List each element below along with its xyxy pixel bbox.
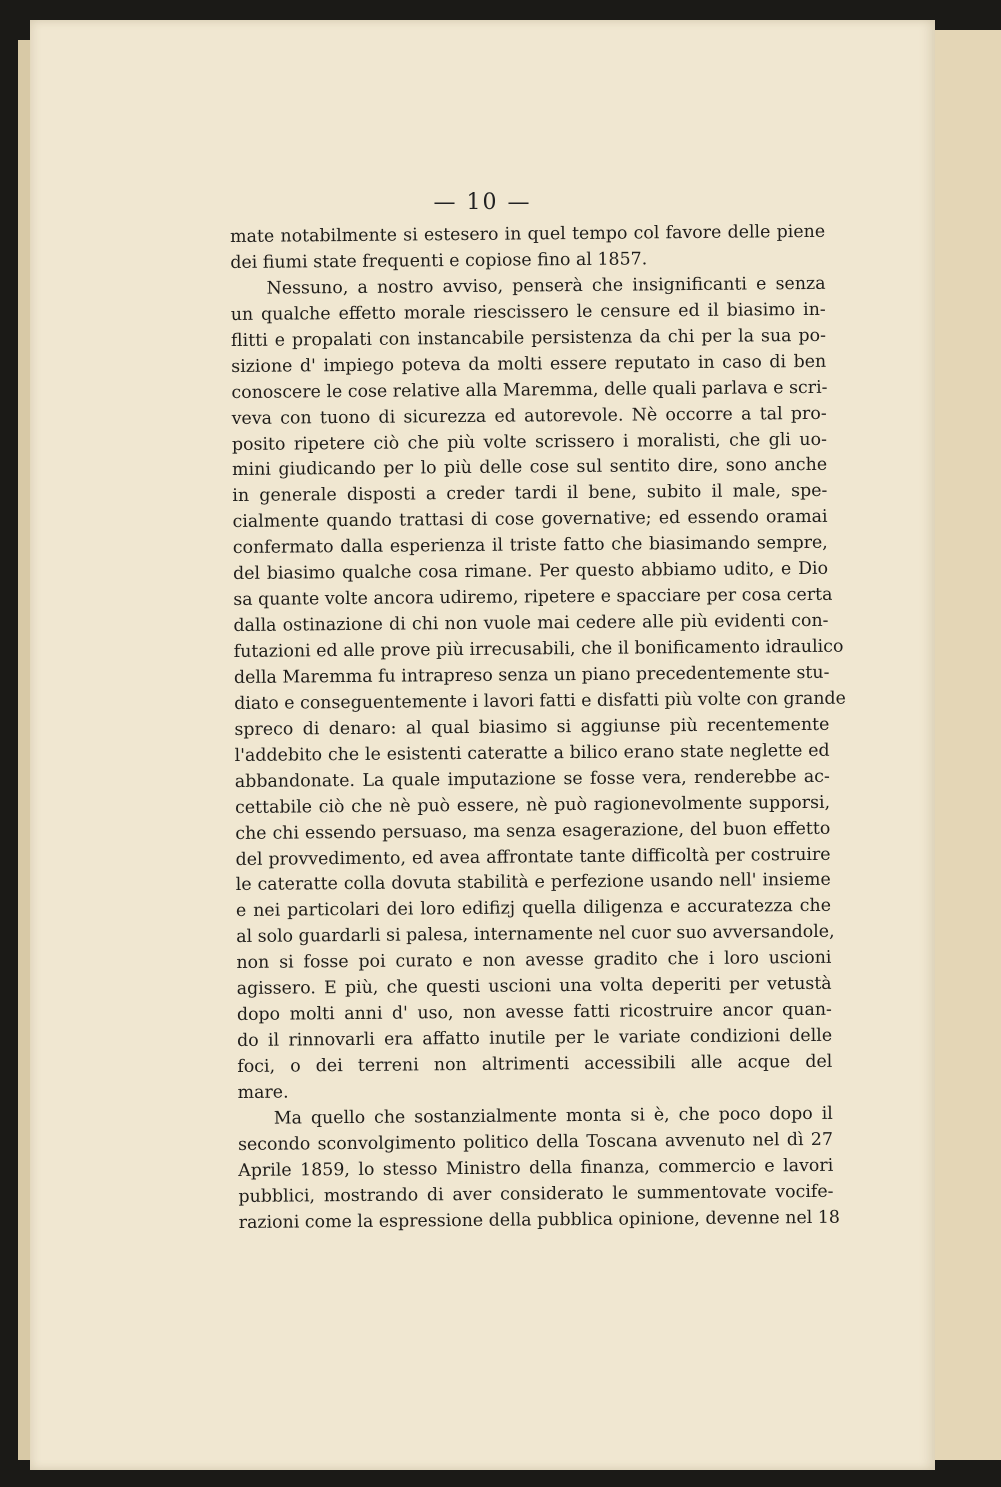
text-line: diato e conseguentemente i lavori fatti e disfatti più volte con grande	[234, 688, 847, 714]
text-line: l'addebito che le esistenti cateratte a bilico erano state neglette ed	[234, 740, 830, 766]
text-line: mate notabilmente si estesero in quel tempo col favore delle piene	[230, 221, 826, 247]
text-line: cettabile ciò che nè può essere, nè può ragionevolmente supporsi,	[234, 792, 831, 818]
text-line: foci, o dei terreni non altrimenti accessibili alle acque del	[237, 1051, 833, 1077]
text-line: mare.	[237, 1082, 289, 1103]
text-line: posito ripetere ciò che più volte scrissero i moralisti, che gli uo-	[231, 429, 827, 455]
text-line: dei fiumi state frequenti e copiose fino al 1857.	[230, 249, 648, 273]
text-line: mini giudicando per lo più delle cose sul sentito dire, sono anche	[232, 455, 828, 481]
text-line: Nessuno, a nostro avviso, penserà che insignificanti e senza	[266, 273, 826, 299]
text-line: del provvedimento, ed avea affrontate tante difficoltà per costruire	[235, 844, 831, 870]
text-line: sa quante volte ancora udiremo, ripetere e spacciare per cosa certa	[233, 584, 833, 611]
text-line: razioni come la espressione della pubblica opinione, devenne nel 18	[238, 1207, 840, 1233]
text-line: del biasimo qualche cosa rimane. Per questo abbiamo udito, e Dio	[232, 558, 829, 585]
body-text	[230, 220, 847, 1237]
text-line: conoscere le cose relative alla Maremma, delle quali parlava e scri-	[231, 377, 828, 403]
text-line: pubblici, mostrando di aver considerato le summentovate vocife-	[238, 1181, 834, 1207]
page-number-header: — 10 —	[433, 190, 532, 215]
text-line: in generale disposti a creder tardi il bene, subito il male, spe-	[232, 481, 828, 507]
text-line: sizione d' impiego poteva da molti essere reputato in caso di ben	[231, 351, 827, 377]
text-line: futazioni ed alle prove più irrecusabili, che il bonificamento idraulico	[233, 636, 844, 662]
text-line: non si fosse poi curato e non avesse gradito che i loro uscioni	[236, 948, 832, 974]
text-line: confermato dalla esperienza il triste fatto che biasimando sempre,	[232, 533, 828, 559]
text-line: un qualche effetto morale riescissero le censure ed il biasimo in-	[230, 299, 826, 325]
text-line: dopo molti anni d' uso, non avesse fatti ricostruire ancor quan-	[236, 999, 832, 1026]
text-line: agissero. E più, che questi uscioni una volta deperiti per vetustà	[236, 973, 832, 1000]
text-line: al solo guardarli si palesa, internamente nel cuor suo avversandole,	[236, 922, 835, 948]
text-line: flitti e propalati con instancabile persistenza da chi per la sua po-	[230, 325, 827, 351]
text-line: veva con tuono di sicurezza ed autorevole. Nè occorre a tal pro-	[231, 403, 827, 429]
text-line: della Maremma fu intrapreso senza un piano precedentemente stu-	[233, 662, 830, 688]
text-line: le cateratte colla dovuta stabilità e perfezione usando nell' insieme	[235, 870, 831, 896]
underlying-page-right-edge	[930, 30, 1001, 1460]
text-line: do il rinnovarli era affatto inutile per le variate condizioni delle	[237, 1025, 833, 1052]
text-line: spreco di denaro: al qual biasimo si aggiunse più recentemente	[234, 714, 830, 740]
text-line: cialmente quando trattasi di cose governative; ed essendo oramai	[232, 507, 828, 533]
text-line: Ma quello che sostanzialmente monta si è, che poco dopo il	[273, 1103, 833, 1129]
text-line: abbandonate. La quale imputazione se fosse vera, renderebbe ac-	[234, 766, 830, 792]
text-line: e nei particolari dei loro edifizj quella diligenza e accuratezza che	[235, 896, 832, 922]
text-line: che chi essendo persuaso, ma senza esagerazione, del buon effetto	[235, 818, 831, 844]
text-line: dalla ostinazione di chi non vuole mai cedere alle più evidenti con-	[233, 610, 829, 637]
text-line: secondo sconvolgimento politico della Toscana avvenuto nel dì 27	[237, 1129, 834, 1155]
text-line: Aprile 1859, lo stesso Ministro della finanza, commercio e lavori	[238, 1155, 834, 1181]
book-page	[30, 20, 935, 1470]
